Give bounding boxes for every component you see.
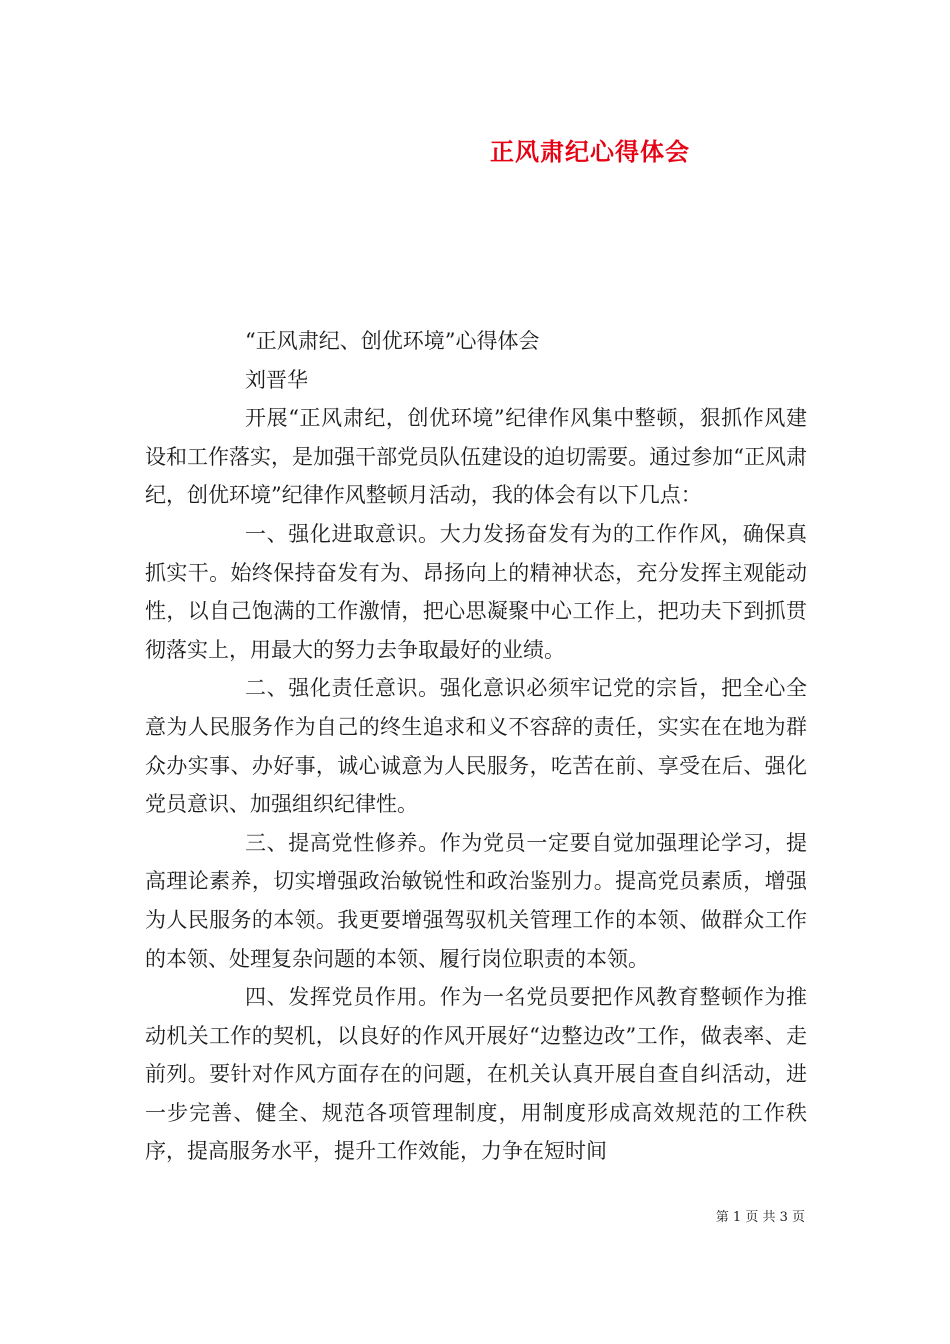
page-number-footer: 第 1 页 共 3 页 [715,1210,805,1225]
document-subtitle: “正风肃纪、创优环境”心得体会 [245,329,540,353]
document-title: 正风肃纪心得体会 [490,137,690,166]
paragraph-intro: 开展“正风肃纪，创优环境”纪律作风集中整顿，狠抓作风建设和工作落实，是加强干部党员队伍建设的迫切需要。通过参加“正风肃纪，创优环境”纪律作风整顿月活动，我的体会有以下几点： [145,406,807,508]
document-body [145,322,807,1171]
document-author: 刘晋华 [245,367,308,392]
paragraph-point-4: 四、发挥党员作用。作为一名党员要把作风教育整顿作为推动机关工作的契机，以良好的作风开展好“边整边改”工作，做表率、走前列。要针对作风方面存在的问题，在机关认真开展自查自纠活动，进一步完善、健全、规范各项管理制度，用制度形成高效规范的工作秩序，提高服务水平，提升工作效能，力争在短时间 [145,985,807,1164]
paragraph-point-3: 三、提高党性修养。作为党员一定要自觉加强理论学习，提高理论素养，切实增强政治敏锐性和政治鉴别力。提高党员素质，增强为人民服务的本领。我更要增强驾驭机关管理工作的本领、做群众工作的本领、处理复杂问题的本领、履行岗位职责的本领。 [145,830,807,971]
paragraph-point-2: 二、强化责任意识。强化意识必须牢记党的宗旨，把全心全意为人民服务作为自己的终生追求和义不容辞的责任，实实在在地为群众办实事、办好事，诚心诚意为人民服务，吃苦在前、享受在后、强化党员意识、加强组织纪律性。 [145,676,807,817]
paragraph-point-1: 一、强化进取意识。大力发扬奋发有为的工作作风，确保真抓实干。始终保持奋发有为、昂扬向上的精神状态，充分发挥主观能动性，以自己饱满的工作激情，把心思凝聚中心工作上，把功夫下到抓贯彻落实上，用最大的努力去争取最好的业绩。 [145,521,807,662]
